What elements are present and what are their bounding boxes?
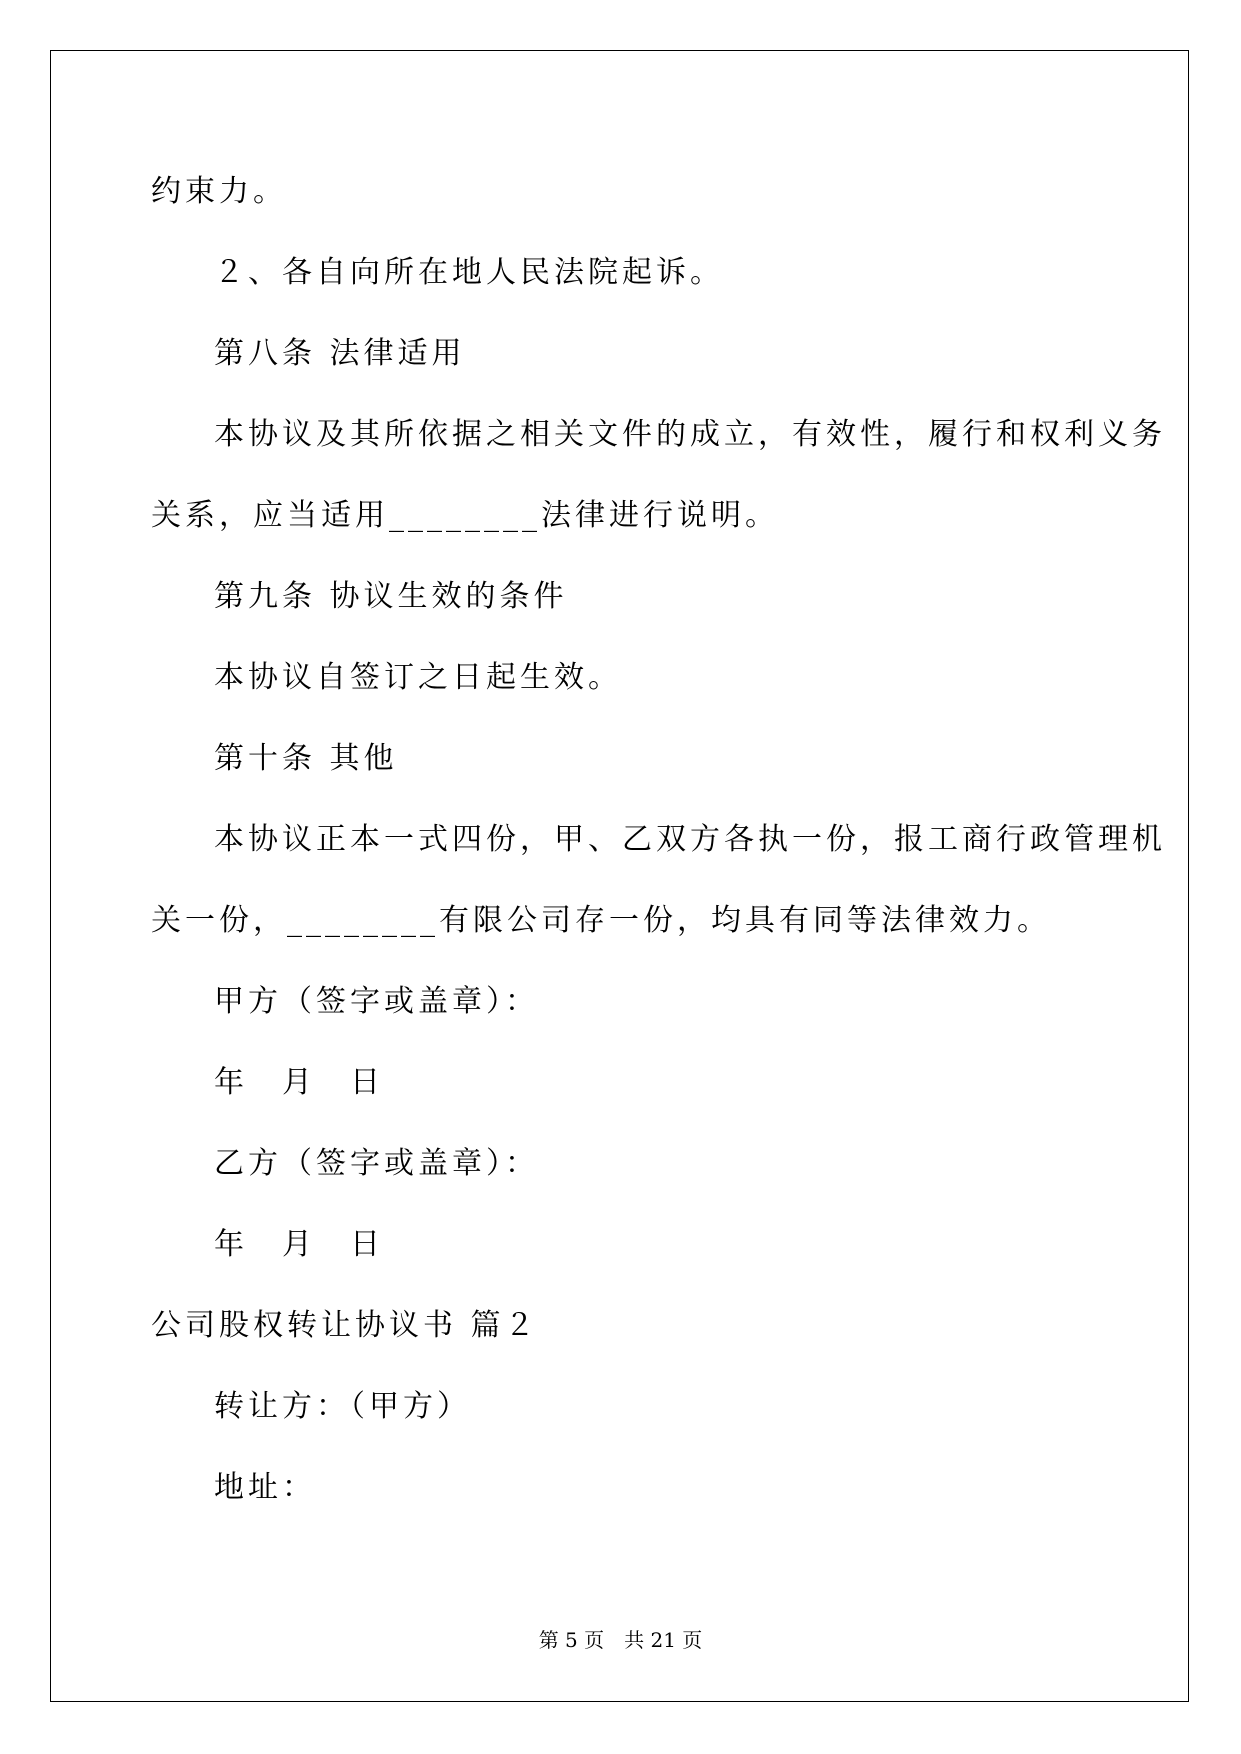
article-heading: 第九条 协议生效的条件 — [214, 579, 568, 614]
article-heading: 第十条 其他 — [214, 741, 398, 776]
signature-party-b: 乙方（签字或盖章）： — [214, 1146, 539, 1181]
text-line: 关系，应当适用________法律进行说明。 — [151, 498, 779, 533]
text-line: 关一份，________有限公司存一份，均具有同等法律效力。 — [151, 903, 1051, 938]
text-line: 本协议自签订之日起生效。 — [214, 660, 622, 695]
article-heading: 第八条 法律适用 — [214, 336, 466, 371]
text-line: ２、各自向所在地人民法院起诉。 — [214, 255, 724, 290]
text-line: 转让方：（甲方） — [214, 1389, 471, 1424]
signature-party-a: 甲方（签字或盖章）： — [214, 984, 539, 1019]
text-line: 本协议及其所依据之相关文件的成立，有效性，履行和权利义务 — [214, 417, 1166, 452]
signature-date: 年 月 日 — [214, 1227, 384, 1262]
section-title: 公司股权转让协议书 篇２ — [151, 1308, 539, 1343]
text-line: 本协议正本一式四份，甲、乙双方各执一份，报工商行政管理机 — [214, 822, 1166, 857]
signature-date: 年 月 日 — [214, 1065, 384, 1100]
page-border — [50, 50, 1189, 1702]
text-line: 地址： — [214, 1470, 316, 1505]
text-line: 约束力。 — [151, 174, 287, 209]
page-number: 第 5 页 共 21 页 — [538, 1628, 703, 1652]
